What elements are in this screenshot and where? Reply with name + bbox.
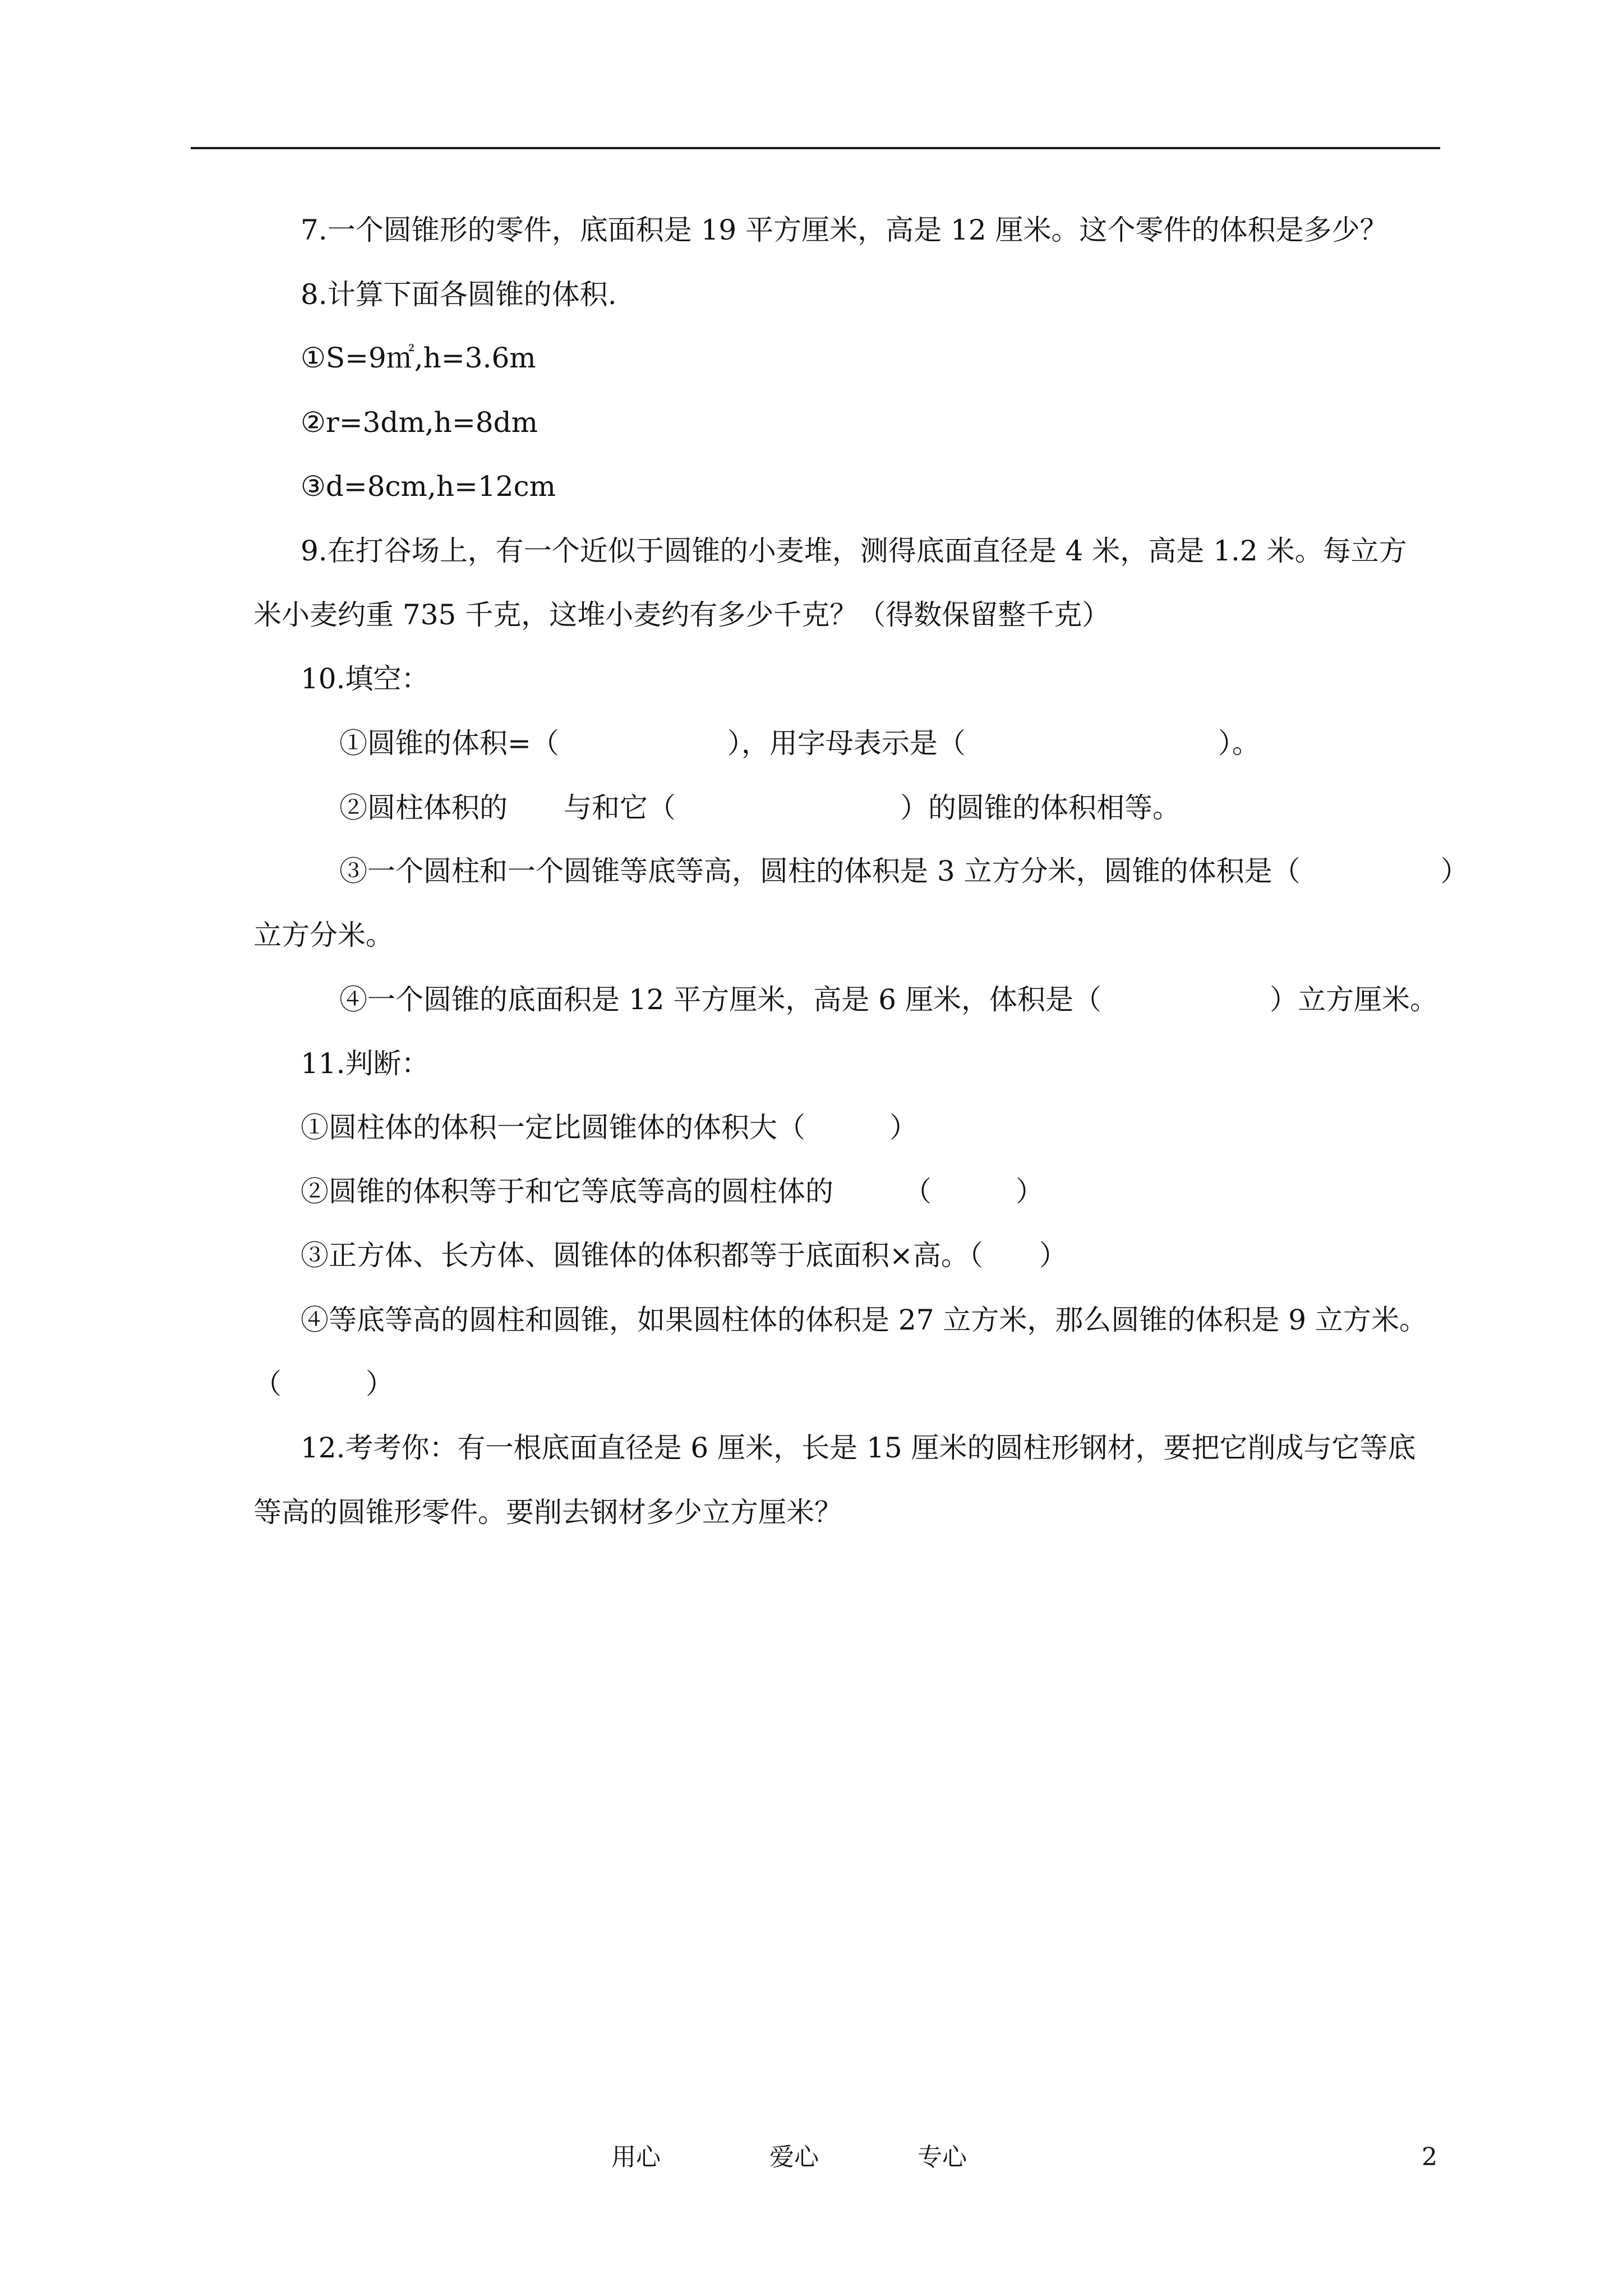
footer-word-2: 爱心 bbox=[769, 2143, 819, 2171]
question-10: 10.填空： bbox=[301, 662, 430, 695]
question-10-item-1: ①圆锥的体积=（ ），用字母表示是（ ）。 bbox=[339, 727, 1260, 760]
footer-word-3: 专心 bbox=[917, 2143, 967, 2171]
question-12-line-2: 等高的圆锥形零件。要削去钢材多少立方厘米？ bbox=[253, 1496, 842, 1529]
question-7: 7.一个圆锥形的零件，底面积是 19 平方厘米，高是 12 厘米。这个零件的体积是多少？ bbox=[301, 214, 1388, 246]
question-8-item-2: ②r=3dm,h=8dm bbox=[301, 406, 538, 439]
question-10-item-3-line-1: ③一个圆柱和一个圆锥等底等高，圆柱的体积是 3 立方分米，圆锥的体积是（ ） bbox=[339, 855, 1469, 887]
question-10-item-3-line-2: 立方分米。 bbox=[253, 919, 394, 951]
question-11-item-4-line-2: （ ） bbox=[253, 1368, 394, 1400]
question-9-line-2: 米小麦约重 735 千克，这堆小麦约有多少千克？（得数保留整千克） bbox=[253, 599, 1110, 631]
question-11-item-1: ①圆柱体的体积一定比圆锥体的体积大（ ） bbox=[301, 1111, 917, 1144]
page-number: 2 bbox=[1422, 2143, 1437, 2171]
question-11-item-2: ②圆锥的体积等于和它等底等高的圆柱体的 （ ） bbox=[301, 1175, 1044, 1208]
question-9-line-1: 9.在打谷场上，有一个近似于圆锥的小麦堆，测得底面直径是 4 米，高是 1.2 米。每立方 bbox=[301, 535, 1407, 567]
question-10-item-2: ②圆柱体积的 与和它（ ）的圆锥的体积相等。 bbox=[339, 792, 1181, 824]
question-11: 11.判断： bbox=[301, 1047, 430, 1080]
question-8-item-1: ①S=9㎡,h=3.6m bbox=[301, 342, 536, 374]
footer-word-1: 用心 bbox=[611, 2143, 661, 2171]
question-12-line-1: 12.考考你：有一根底面直径是 6 厘米，长是 15 厘米的圆柱形钢材，要把它削成与它等底 bbox=[301, 1432, 1416, 1464]
question-8-item-3: ③d=8cm,h=12cm bbox=[301, 470, 556, 503]
question-10-item-4: ④一个圆锥的底面积是 12 平方厘米，高是 6 厘米，体积是（ ）立方厘米。 bbox=[339, 983, 1438, 1016]
question-11-item-3: ③正方体、长方体、圆锥体的体积都等于底面积×高。（ ） bbox=[301, 1239, 1067, 1272]
question-8: 8.计算下面各圆锥的体积. bbox=[301, 278, 617, 311]
header-rule bbox=[191, 147, 1440, 149]
question-11-item-4-line-1: ④等底等高的圆柱和圆锥，如果圆柱体的体积是 27 立方米，那么圆锥的体积是 9 立方米。 bbox=[301, 1304, 1428, 1336]
